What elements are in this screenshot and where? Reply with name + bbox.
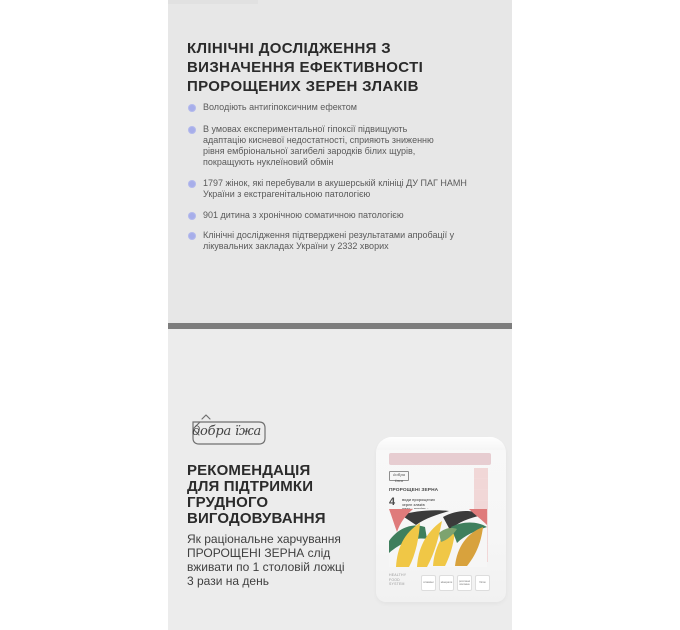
research-bullet-5 bbox=[188, 230, 488, 252]
product-package bbox=[376, 437, 506, 602]
bullet-icon bbox=[188, 126, 196, 134]
recommendation-text: Як раціональне харчування ПРОРОЩЕНІ ЗЕРНА слід вживати по 1 столовій ложці 3 рази на день bbox=[187, 532, 345, 588]
package-badge bbox=[421, 575, 436, 591]
package-illustration bbox=[389, 509, 487, 567]
bullet-icon bbox=[188, 180, 196, 188]
package-badge-label: рослинні волокна bbox=[459, 579, 470, 586]
brand-logo bbox=[186, 412, 266, 446]
research-bullet-1 bbox=[188, 102, 488, 113]
bullet-icon bbox=[188, 212, 196, 220]
package-number: 4 bbox=[389, 496, 396, 508]
research-bullet-text-3: 1797 жінок, які перебували в акушерській клініці ДУ ПАГ НАМН України з екстрагенітальною патологією bbox=[203, 178, 467, 199]
package-footer: HEALTHY FOOD SYSTEM bbox=[389, 573, 407, 586]
brand-name: добра їжа bbox=[192, 424, 262, 439]
bullet-icon bbox=[188, 232, 196, 240]
research-bullet-text-2: В умовах експериментальної гіпоксії підвищують адаптацію кисневої недостатності, сприяють зниженню рівня ембріональної загибелі зародків білих щурів, покращують нуклеїновий обмін bbox=[203, 124, 434, 167]
research-bullet-text-5: Клінічні дослідження підтверджені результатами апробації у лікувальних закладах України у 2332 хворих bbox=[203, 230, 455, 251]
package-side-line: зерен злаків bbox=[402, 502, 425, 507]
package-badge-label: білок bbox=[479, 581, 486, 585]
research-bullet-text-1: Володіють антигіпоксичним ефектом bbox=[203, 102, 357, 112]
package-badge-label: вітаміни bbox=[423, 581, 434, 585]
research-bullet-4 bbox=[188, 210, 488, 221]
research-bullet-2 bbox=[188, 124, 488, 168]
clinical-research-heading: КЛІНІЧНІ ДОСЛІДЖЕННЯ З ВИЗНАЧЕННЯ ЕФЕКТИВНОСТІ ПРОРОЩЕНИХ ЗЕРЕН ЗЛАКІВ bbox=[187, 40, 424, 95]
package-badges bbox=[421, 575, 491, 597]
bullet-icon bbox=[188, 104, 196, 112]
research-bullet-3 bbox=[188, 178, 488, 200]
package-top-band bbox=[389, 453, 491, 465]
research-bullet-text-4: 901 дитина з хронічною соматичною патологією bbox=[203, 210, 404, 220]
package-illustration-svg bbox=[389, 509, 487, 567]
package-badge bbox=[457, 575, 472, 591]
package-side-line: види пророщених bbox=[402, 498, 436, 502]
package-title: ПРОРОЩЕНІ ЗЕРНА bbox=[389, 488, 439, 493]
package-logo: добра їжа bbox=[389, 471, 409, 481]
clinical-research-panel bbox=[168, 0, 512, 326]
package-badge bbox=[439, 575, 454, 591]
recommendation-heading: РЕКОМЕНДАЦІЯ ДЛЯ ПІДТРИМКИ ГРУДНОГО ВИГОДОВУВАННЯ bbox=[187, 462, 326, 527]
package-badge-label: мінерали bbox=[440, 581, 453, 585]
package-badge bbox=[475, 575, 490, 591]
